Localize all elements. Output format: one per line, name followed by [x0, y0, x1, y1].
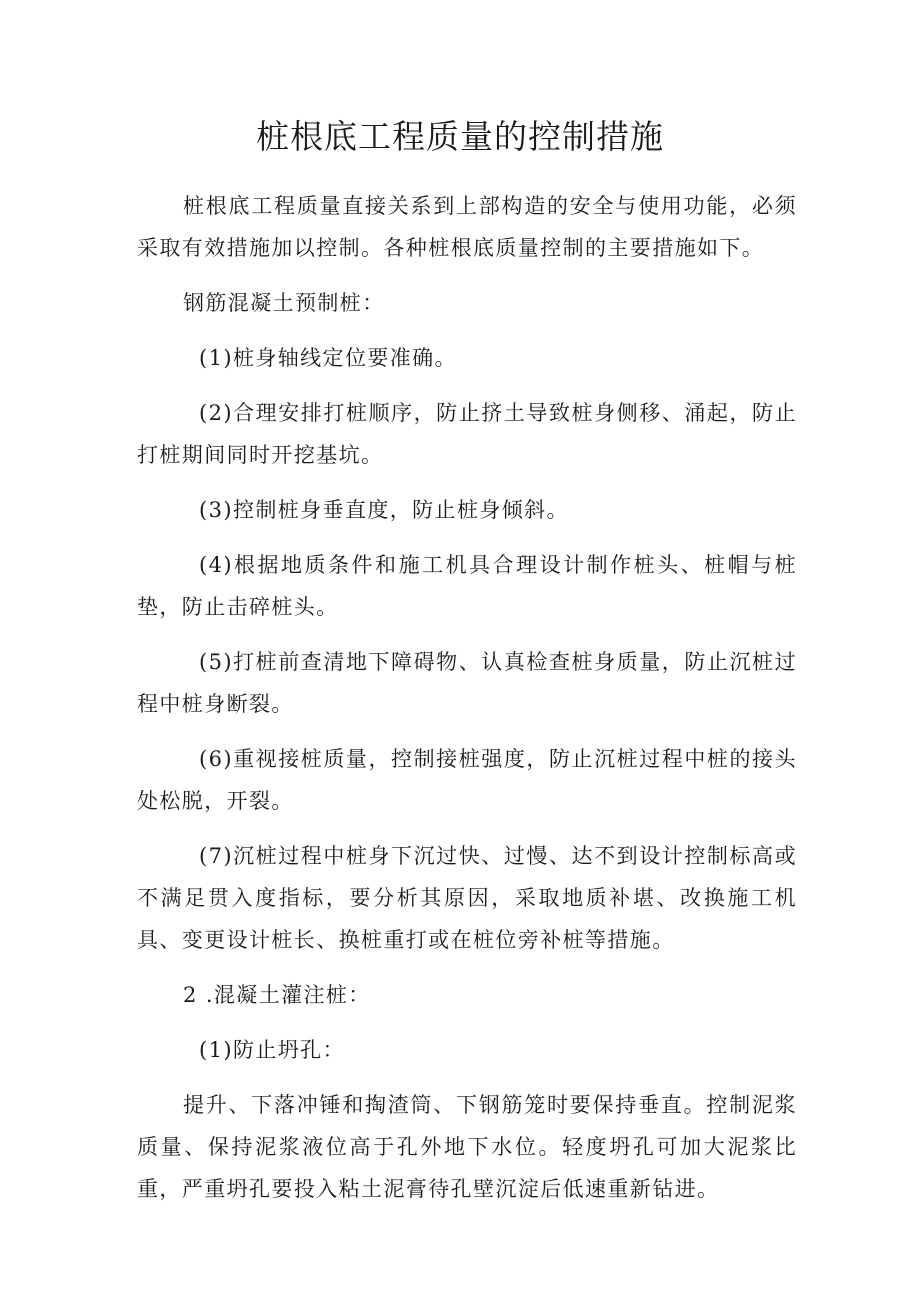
paragraph-item-1: (1)桩身轴线定位要准确。 [199, 346, 457, 370]
paragraph-subitem-1: (1)防止坍孔： [199, 1038, 345, 1062]
paragraph-item-5: (5)打桩前查清地下障碍物、认真检查桩身质量，防止沉桩过程中桩身断裂。 [137, 650, 797, 716]
document-body [137, 185, 797, 1223]
paragraph-intro: 桩根底工程质量直接关系到上部构造的安全与使用功能，必须采取有效措施加以控制。各种桩根底质量控制的主要措施如下。 [137, 194, 797, 260]
paragraph-item-3: (3)控制桩身垂直度，防止桩身倾斜。 [199, 498, 569, 522]
paragraph-section-precast-pile: 钢筋混凝土预制桩： [183, 291, 385, 315]
document-title: 桩根底工程质量的控制措施 [256, 117, 664, 156]
paragraph-item-4: (4)根据地质条件和施工机具合理设计制作桩头、桩帽与桩垫，防止击碎桩头。 [137, 553, 797, 619]
paragraph-item-2: (2)合理安排打桩顺序，防止挤土导致桩身侧移、涌起，防止打桩期间同时开挖基坑。 [137, 401, 797, 467]
paragraph-section-cast-in-place-pile: 2 .混凝土灌注桩： [183, 983, 371, 1007]
paragraph-item-6: (6)重视接桩质量，控制接桩强度，防止沉桩过程中桩的接头处松脱，开裂。 [137, 747, 797, 813]
paragraph-item-7: (7)沉桩过程中桩身下沉过快、过慢、达不到设计控制标高或不满足贯入度指标，要分析其原因，采取地质补堪、改换施工机具、变更设计桩长、换桩重打或在桩位旁补桩等措施。 [137, 844, 797, 952]
paragraph-collapse-prevention: 提升、下落冲锤和掏渣筒、下钢筋笼时要保持垂直。控制泥浆质量、保持泥浆液位高于孔外地下水位。轻度坍孔可加大泥浆比重，严重坍孔要投入粘土泥膏待孔壁沉淀后低速重新钻进。 [137, 1093, 797, 1201]
